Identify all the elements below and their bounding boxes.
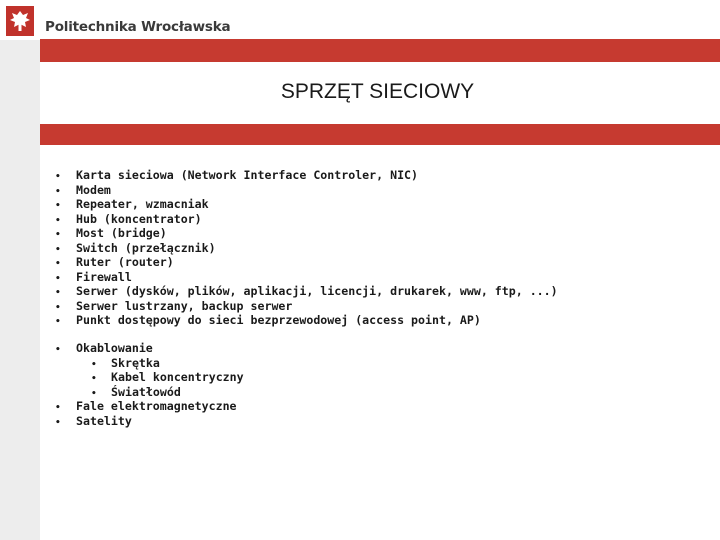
- sublist-item: [55, 385, 244, 400]
- sublist-item-text: Światłowód: [111, 384, 181, 399]
- list-item: [55, 270, 558, 285]
- list-item: [55, 299, 558, 314]
- bullet-icon: •: [55, 186, 61, 197]
- bullet-icon: •: [55, 259, 61, 269]
- list-item: [55, 341, 244, 356]
- list-item-text: Firewall: [76, 269, 132, 284]
- list-item-text: Switch (przełącznik): [76, 240, 216, 255]
- eagle-crest-icon: [6, 6, 34, 36]
- list-item: [55, 399, 244, 414]
- bullet-icon: •: [91, 359, 97, 370]
- list-item: [55, 168, 558, 183]
- bullet-icon: •: [91, 388, 97, 399]
- list-item: [55, 284, 558, 299]
- list-item-text: Okablowanie: [76, 341, 153, 355]
- list-item: [55, 212, 558, 227]
- bullet-icon: •: [55, 172, 61, 182]
- list-item-text: Hub (koncentrator): [76, 211, 202, 226]
- sublist-item-text: Skrętka: [111, 355, 160, 370]
- list-item-text: Satelity: [76, 413, 132, 428]
- list-item-text: Ruter (router): [76, 255, 174, 269]
- bullet-icon: •: [55, 403, 61, 413]
- list-item-text: Serwer lustrzany, backup serwer: [76, 298, 293, 313]
- list-item-text: Most (bridge): [76, 226, 167, 240]
- list-item: [55, 313, 558, 328]
- list-item: [55, 197, 558, 212]
- bullet-icon: •: [55, 302, 61, 313]
- sublist-item: [55, 370, 244, 385]
- bullet-icon: •: [91, 374, 97, 384]
- slide-title: SPRZĘT SIECIOWY: [280, 80, 475, 103]
- bullet-icon: •: [55, 244, 61, 255]
- list-item: [55, 241, 558, 256]
- bullet-icon: •: [55, 288, 61, 298]
- list-item-text: Karta sieciowa (Network Interface Controler, NIC): [76, 168, 419, 182]
- list-item-text: Modem: [76, 182, 111, 197]
- bullet-icon: •: [55, 201, 61, 211]
- list-item-text: Repeater, wzmacniak: [76, 197, 209, 211]
- brand-name: Politechnika Wrocławska: [45, 19, 231, 35]
- list-item: [55, 414, 244, 429]
- list-item-text: Fale elektromagnetyczne: [76, 399, 237, 413]
- list-item: [55, 226, 558, 241]
- list-item-text: Serwer (dysków, plików, aplikacji, licencji, drukarek, www, ftp, ...): [76, 284, 558, 298]
- sublist-item-text: Kabel koncentryczny: [111, 370, 244, 384]
- title-box: [40, 62, 720, 124]
- sublist-item: [55, 356, 244, 371]
- list-item-text: Punkt dostępowy do sieci bezprzewodowej (access point, AP): [76, 313, 481, 327]
- list-item: [55, 255, 558, 270]
- list-item: [55, 183, 558, 198]
- bullet-icon: •: [55, 273, 61, 284]
- bullet-icon: •: [55, 317, 61, 327]
- transmission-media-list: [55, 341, 244, 428]
- bullet-icon: •: [55, 215, 61, 226]
- equipment-list: [55, 168, 558, 328]
- left-margin-band: [0, 40, 40, 540]
- header-bar: [0, 0, 720, 40]
- bullet-icon: •: [55, 230, 61, 240]
- bullet-icon: •: [55, 417, 61, 428]
- bullet-icon: •: [55, 345, 61, 355]
